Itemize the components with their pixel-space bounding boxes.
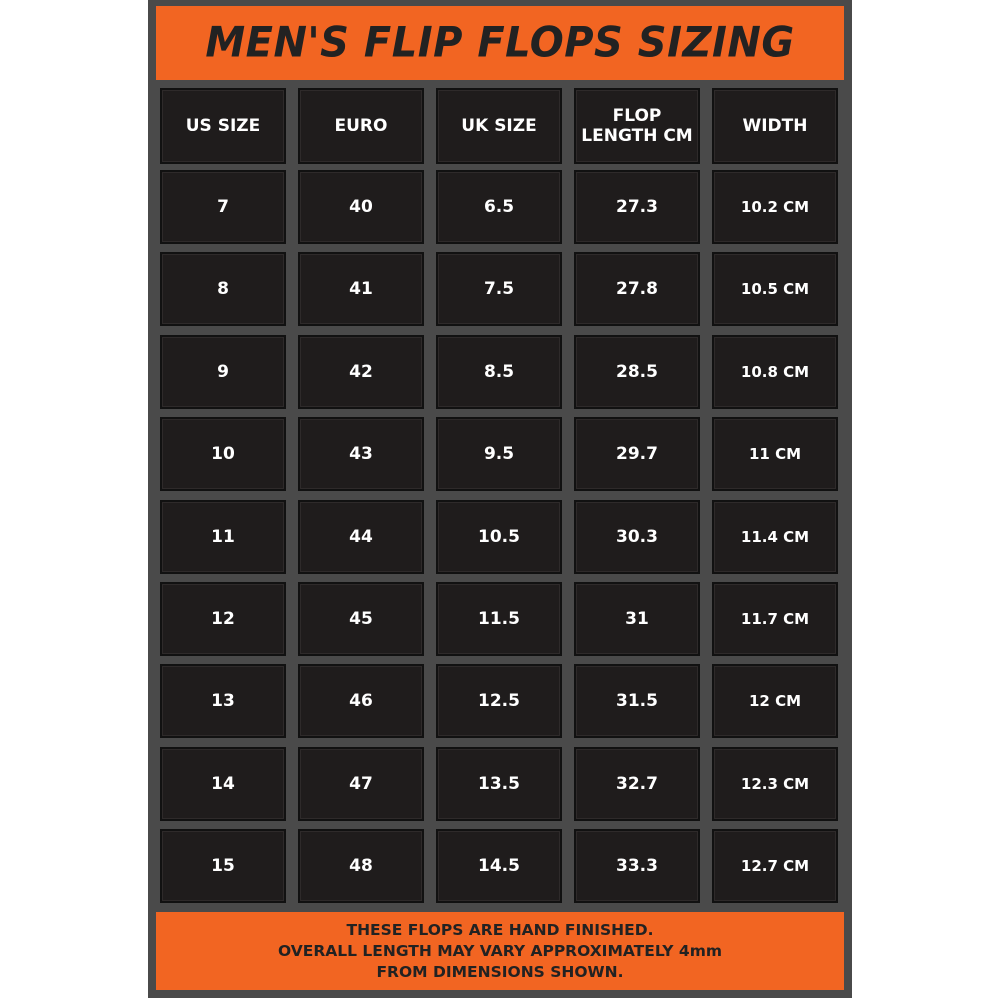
header-cell-uk-size [436,88,562,164]
cell-uk-size: 13.5 [436,747,562,821]
cell-us-size: 13 [160,664,286,738]
cell-us-size: 15 [160,829,286,903]
cell-flop-length: 29.7 [574,417,700,491]
cell-euro: 40 [298,170,424,244]
size-table [160,88,840,906]
header-cell-us-size [160,88,286,164]
cell-us-size: 7 [160,170,286,244]
cell-uk-size: 6.5 [436,170,562,244]
header-label: US SIZE [185,116,261,136]
cell-flop-length: 33.3 [574,829,700,903]
header-label: WIDTH [742,116,808,136]
footer-note [156,912,844,990]
header-label: UK SIZE [461,116,537,136]
header-cell-euro [298,88,424,164]
cell-width: 12 CM [712,664,838,738]
cell-width: 10.5 CM [712,252,838,326]
cell-flop-length: 32.7 [574,747,700,821]
footer-line-3: FROM DIMENSIONS SHOWN. [376,962,624,981]
cell-euro: 41 [298,252,424,326]
cell-width: 11 CM [712,417,838,491]
cell-width: 11.4 CM [712,500,838,574]
cell-flop-length: 31 [574,582,700,656]
cell-euro: 44 [298,500,424,574]
cell-euro: 43 [298,417,424,491]
header-cell-width [712,88,838,164]
footer-line-2: OVERALL LENGTH MAY VARY APPROXIMATELY 4mm [278,941,722,960]
header-cell-flop-length [574,88,700,164]
cell-uk-size: 7.5 [436,252,562,326]
cell-us-size: 9 [160,335,286,409]
cell-us-size: 11 [160,500,286,574]
cell-flop-length: 27.8 [574,252,700,326]
cell-us-size: 10 [160,417,286,491]
cell-euro: 45 [298,582,424,656]
cell-width: 10.8 CM [712,335,838,409]
cell-flop-length: 31.5 [574,664,700,738]
cell-width: 11.7 CM [712,582,838,656]
page-title: MEN'S FLIP FLOPS SIZING [205,18,795,68]
cell-width: 12.7 CM [712,829,838,903]
cell-us-size: 8 [160,252,286,326]
header-label-line2: LENGTH CM [581,126,693,146]
cell-width: 12.3 CM [712,747,838,821]
size-chart [148,0,852,998]
cell-euro: 46 [298,664,424,738]
cell-us-size: 12 [160,582,286,656]
title-banner [156,6,844,80]
cell-flop-length: 28.5 [574,335,700,409]
cell-us-size: 14 [160,747,286,821]
cell-flop-length: 27.3 [574,170,700,244]
footer-line-1: THESE FLOPS ARE HAND FINISHED. [346,920,654,939]
cell-uk-size: 14.5 [436,829,562,903]
header-label: FLOP [612,106,662,126]
cell-width: 10.2 CM [712,170,838,244]
cell-flop-length: 30.3 [574,500,700,574]
cell-uk-size: 10.5 [436,500,562,574]
cell-euro: 42 [298,335,424,409]
cell-uk-size: 8.5 [436,335,562,409]
header-label: EURO [334,116,388,136]
cell-euro: 48 [298,829,424,903]
cell-uk-size: 11.5 [436,582,562,656]
cell-uk-size: 12.5 [436,664,562,738]
cell-euro: 47 [298,747,424,821]
cell-uk-size: 9.5 [436,417,562,491]
